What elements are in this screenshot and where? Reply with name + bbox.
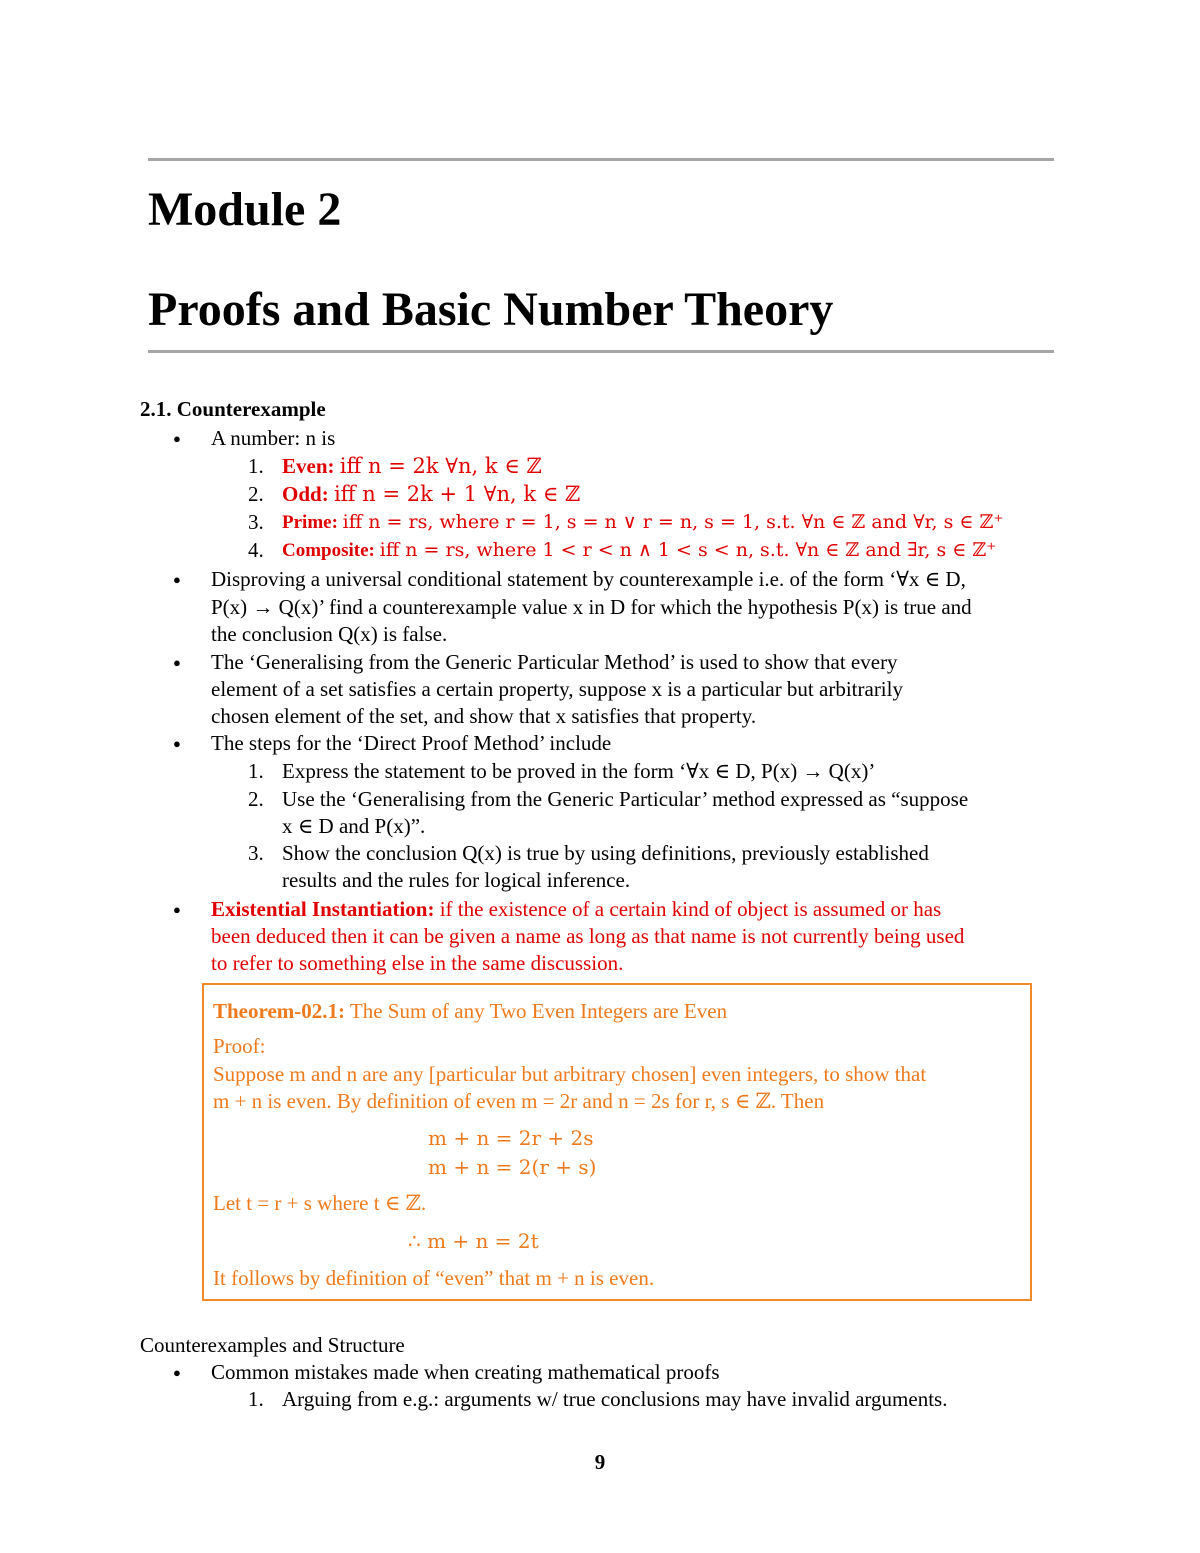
page-title: Proofs and Basic Number Theory: [148, 283, 834, 336]
bullet-text: Disproving a universal conditional statement by counterexample i.e. of the form ‘∀x ∈ D,: [211, 567, 966, 591]
bullet-icon: ●: [173, 655, 181, 670]
def-odd: [282, 481, 580, 508]
list-number: 1.: [248, 759, 264, 783]
bottom-rule: [148, 350, 1054, 353]
bullet-text: The ‘Generalising from the Generic Particular Method’ is used to show that every: [211, 650, 898, 674]
equation: m + n = 2(r + s): [428, 1155, 597, 1179]
def-label: Composite:: [282, 540, 375, 561]
def-composite: [282, 537, 996, 564]
list-number: 4.: [248, 538, 264, 562]
step-text: Show the conclusion Q(x) is true by using definitions, previously established: [282, 841, 929, 865]
bullet-icon: ●: [173, 431, 181, 446]
proof-text: Let t = r + s where t ∈ ℤ.: [213, 1191, 427, 1215]
list-number: 3.: [248, 510, 264, 534]
top-rule: [148, 158, 1054, 161]
step-text: Express the statement to be proved in the form ‘∀x ∈ D, P(x) → Q(x)’: [282, 759, 876, 783]
bullet-icon: ●: [173, 736, 181, 751]
def-prime: [282, 509, 1003, 536]
bullet-icon: ●: [173, 902, 181, 917]
section-heading: 2.1. Counterexample: [140, 397, 326, 421]
def-label: Odd:: [282, 482, 329, 506]
ei-label: Existential Instantiation:: [211, 897, 435, 921]
bullet-text: chosen element of the set, and show that x satisfies that property.: [211, 704, 757, 728]
list-number: 1.: [248, 1387, 264, 1411]
list-number: 3.: [248, 841, 264, 865]
step-text: x ∈ D and P(x)”.: [282, 814, 426, 838]
ei-text: to refer to something else in the same discussion.: [211, 951, 624, 975]
bullet-icon: ●: [173, 1365, 181, 1380]
def-text: iff n = 2k ∀n, k ∈ ℤ: [339, 454, 542, 478]
bullet-icon: ●: [173, 572, 181, 587]
theorem-title: The Sum of any Two Even Integers are Even: [349, 999, 728, 1023]
equation: m + n = 2r + 2s: [428, 1126, 594, 1150]
def-label: Prime:: [282, 512, 338, 533]
list-number: 2.: [248, 787, 264, 811]
bullet-text: the conclusion Q(x) is false.: [211, 622, 448, 646]
list-number: 2.: [248, 482, 264, 506]
def-label: Even:: [282, 454, 335, 478]
proof-text: m + n is even. By definition of even m = 2r and n = 2s for r, s ∈ ℤ. Then: [213, 1089, 825, 1113]
bullet-text: element of a set satisfies a certain property, suppose x is a particular but arbitrarily: [211, 677, 903, 701]
bullet-text: P(x) → Q(x)’ find a counterexample value x in D for which the hypothesis P(x) is true and: [211, 595, 972, 619]
proof-conclusion: It follows by definition of “even” that m + n is even.: [213, 1266, 655, 1290]
def-even: [282, 453, 542, 480]
theorem-box: [202, 983, 1032, 1301]
list-number: 1.: [248, 454, 264, 478]
bullet-text: A number: n is: [211, 426, 336, 450]
page-number: 9: [594, 1450, 606, 1474]
ei-text: been deduced then it can be given a name as long as that name is not currently being used: [211, 924, 965, 948]
step-text: Use the ‘Generalising from the Generic Particular’ method expressed as “suppose: [282, 787, 969, 811]
step-text: results and the rules for logical inference.: [282, 868, 631, 892]
list-item-text: Arguing from e.g.: arguments w/ true conclusions may have invalid arguments.: [282, 1387, 948, 1411]
ei-text: if the existence of a certain kind of object is assumed or has: [439, 897, 942, 921]
proof-label: Proof:: [213, 1034, 266, 1058]
bullet-text: Common mistakes made when creating mathematical proofs: [211, 1360, 720, 1384]
proof-text: Suppose m and n are any [particular but arbitrary chosen] even integers, to show that: [213, 1062, 927, 1086]
theorem-heading: [213, 998, 727, 1025]
existential-instantiation: [211, 896, 941, 923]
module-title: Module 2: [148, 183, 342, 236]
equation: ∴ m + n = 2t: [408, 1229, 539, 1253]
def-text: iff n = rs, where 1 < r < n ∧ 1 < s < n, s.t. ∀n ∈ ℤ and ∃r, s ∈ ℤ⁺: [379, 539, 997, 561]
theorem-label: Theorem-02.1:: [213, 999, 345, 1023]
bullet-text: The steps for the ‘Direct Proof Method’ include: [211, 731, 612, 755]
subsection-heading: Counterexamples and Structure: [140, 1333, 405, 1357]
def-text: iff n = 2k + 1 ∀n, k ∈ ℤ: [333, 482, 581, 506]
def-text: iff n = rs, where r = 1, s = n ∨ r = n, s = 1, s.t. ∀n ∈ ℤ and ∀r, s ∈ ℤ⁺: [342, 511, 1004, 533]
